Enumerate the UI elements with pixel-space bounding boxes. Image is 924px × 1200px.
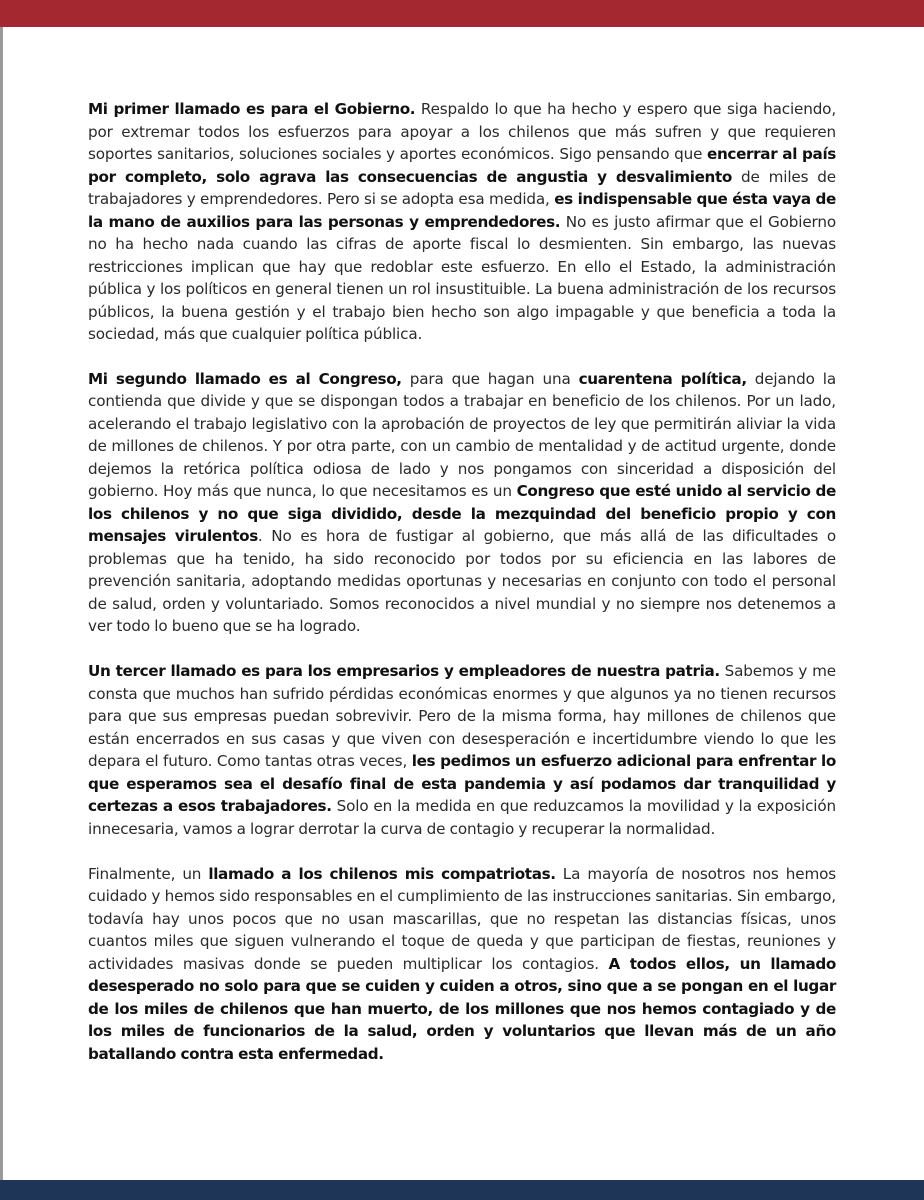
text-segment: de miles de trabajadores y emprendedores. Pero si se adopta esa medida,	[88, 167, 836, 208]
text-segment: dejando la contienda que divide y que se dispongan todos a trabajar en beneficio de los chilenos. Por un lado, acelerando el trabajo legislativo con la aprobación de proyectos de ley que permitirán aliviar la vida de millones de chilenos. Y por otra parte, con un cambio de mentalidad y de actitud urgente, donde dejemos la retórica política odiosa de lado y nos pongamos con sinceridad a disposición del gobierno. Hoy más que nunca, lo que necesitamos es un	[88, 369, 836, 501]
paragraph-compatriotas	[88, 863, 836, 1066]
paragraph-empresarios	[88, 660, 836, 840]
paragraph-congreso	[88, 368, 836, 638]
paragraph-gobierno	[88, 98, 836, 346]
document-body	[88, 98, 836, 1088]
text-segment: encerrar al país por completo, solo agrava las consecuencias de angustia y desvalimiento	[88, 145, 836, 186]
top-accent-bar	[0, 0, 924, 27]
text-segment: Solo en la medida en que reduzcamos la movilidad y la exposición innecesaria, vamos a lograr derrotar la curva de contagio y recuperar la normalidad.	[88, 797, 836, 838]
text-segment: Mi segundo llamado es al Congreso,	[88, 369, 402, 388]
text-segment: No es justo afirmar que el Gobierno no ha hecho nada cuando las cifras de aporte fiscal lo desmienten. Sin embargo, las nuevas restricciones implican que hay que redoblar este esfuerzo. En ello el Estado, la administración pública y los políticos en general tienen un rol insustituible. La buena administración de los recursos públicos, la buena gestión y el trabajo bien hecho son algo impagable y que beneficia a toda la sociedad, más que cualquier política pública.	[88, 212, 836, 343]
text-segment: . No es hora de fustigar al gobierno, que más allá de las dificultades o problemas que ha tenido, ha sido reconocido por todos por su eficiencia en las labores de prevención sanitaria, adoptando medidas oportunas y necesarias en conjunto con todo el personal de salud, orden y voluntariado. Somos reconocidos a nivel mundial y no siempre nos detenemos a ver todo lo bueno que se ha logrado.	[88, 527, 836, 636]
text-segment: les pedimos un esfuerzo adicional para enfrentar lo que esperamos sea el desafío final de esta pandemia y así podamos dar tranquilidad y certezas a esos trabajadores.	[88, 752, 836, 816]
text-segment: llamado a los chilenos mis compatriotas.	[208, 864, 556, 883]
page-left-edge	[0, 27, 3, 1180]
text-segment: Sabemos y me consta que muchos han sufrido pérdidas económicas enormes y que algunos ya no tienen recursos para que sus empresas puedan sobrevivir. Pero de la misma forma, hay millones de chilenos que están encerrados en sus casas y que viven con desesperación e incertidumbre viendo lo que les depara el futuro. Como tantas otras veces,	[88, 662, 836, 771]
bottom-accent-bar	[0, 1180, 924, 1200]
text-segment: La mayoría de nosotros nos hemos cuidado y hemos sido responsables en el cumplimiento de las instrucciones sanitarias. Sin embargo, todavía hay unos pocos que no usan mascarillas, que no respetan las distancias físicas, unos cuantos miles que siguen vulnerando el toque de queda y que participan de fiestas, reuniones y actividades masivas donde se pueden multiplicar los contagios.	[88, 864, 836, 973]
text-segment: Congreso que esté unido al servicio de los chilenos y no que siga dividido, desde la mezquindad del beneficio propio y con mensajes virulentos	[88, 482, 837, 546]
text-segment: es indispensable que ésta vaya de la mano de auxilios para las personas y emprendedores.	[88, 190, 836, 231]
text-segment: A todos ellos, un llamado desesperado no solo para que se cuiden y cuiden a otros, sino que a se pongan en el lugar de los miles de chilenos que han muerto, de los millones que nos hemos contagiado y de los miles de funcionarios de la salud, orden y voluntarios que llevan más de un año batallando contra esta enfermedad.	[88, 954, 836, 1063]
text-segment: Un tercer llamado es para los empresarios y empleadores de nuestra patria.	[88, 662, 720, 681]
text-segment: para que hagan una	[401, 369, 579, 388]
text-segment: Finalmente, un	[88, 864, 209, 883]
text-segment: Respaldo lo que ha hecho y espero que siga haciendo, por extremar todos los esfuerzos para apoyar a los chilenos que más sufren y que requieren soportes sanitarios, soluciones sociales y aportes económicos. Sigo pensando que	[88, 100, 836, 163]
text-segment: Mi primer llamado es para el Gobierno.	[88, 100, 416, 118]
text-segment: cuarentena política,	[578, 369, 747, 388]
